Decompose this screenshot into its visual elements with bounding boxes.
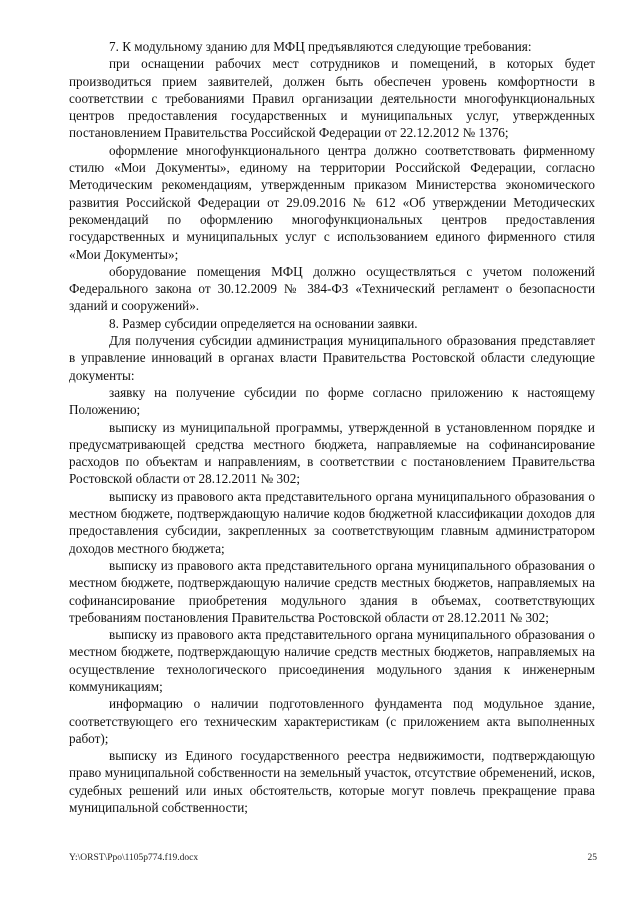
paragraph-cofinancing-funds: выписку из правового акта представительного органа муниципального образования о местном бюджете, подтверждающую наличие средств местных бюджетов, направляемых на софинансирование приобретения модульного здания в объемах, соответствующих требованиям постановления Правительства Ростовской области от 28.12.2011 № 302;: [69, 557, 595, 625]
paragraph-connection-funds: выписку из правового акта представительного органа муниципального образования о местном бюджете, подтверждающую наличие средств местных бюджетов, направляемых на осуществление технологического присоединения модульного здания к инженерным коммуникациям;: [69, 627, 595, 694]
paragraph-registry-extract: выписку из Единого государственного реестра недвижимости, подтверждающую право муниципальной собственности на земельный участок, отсутствие обременений, исков, судебных решений или иных обстоятельств, которые могут повлечь прекращение права муниципальной собственности;: [69, 748, 595, 816]
paragraph-requirements-intro: 7. К модульному зданию для МФЦ предъявляются следующие требования:: [109, 39, 532, 54]
paragraph-program-extract: выписку из муниципальной программы, утвержденной в установленном порядке и предусматривающей средства местного бюджета, направляемые на софинансирование расходов по объектам и направлениям, в соответствии с постановлением Правительства Ростовской области от 28.12.2011 № 302;: [69, 419, 595, 487]
paragraph-corporate-style: оформление многофункционального центра должно соответствовать фирменному стилю «Мои Документы», единому на территории Российской Федерации, согласно Методическим рекомендациям, утвержденным приказом Министерства экономического развития Российской Федерации от 29.09.2016 № 612 «Об утверждении Методических рекомендаций по оформлению многофункциональных центров предоставления государственных и муниципальных услуг с использованием единого фирменного стиля «Мои Документы»;: [69, 142, 595, 262]
paragraph-comfort-level: при оснащении рабочих мест сотрудников и помещений, в которых будет производиться прием заявителей, должен быть обеспечен уровень комфортности в соответствии с требованиями Правил организации деятельности многофункциональных центров предоставления государственных и муниципальных услуг, утвержденных постановлением Правительства Российской Федерации от 22.12.2012 № 1376;: [69, 56, 595, 141]
paragraph-documents-intro: Для получения субсидии администрация муниципального образования представляет в управление инноваций в органах власти Правительства Ростовской области следующие документы:: [69, 333, 595, 383]
paragraph-application: заявку на получение субсидии по форме согласно приложению к настоящему Положению;: [69, 384, 595, 418]
paragraph-budget-codes: выписку из правового акта представительного органа муниципального образования о местном бюджете, подтверждающую наличие кодов бюджетной классификации доходов для предоставления субсидии, закрепленных за соответствующим главным администратором доходов местного бюджета;: [69, 488, 595, 556]
paragraph-subsidy-amount: 8. Размер субсидии определяется на основании заявки.: [109, 315, 418, 331]
paragraph-equipment-safety: оборудование помещения МФЦ должно осуществляться с учетом положений Федерального закона от 30.12.2009 № 384-ФЗ «Технический регламент о безопасности зданий и сооружений».: [69, 263, 595, 314]
document-body: [69, 38, 595, 816]
footer-page-number: 25: [587, 853, 597, 863]
paragraph-foundation-info: информацию о наличии подготовленного фундамента под модульное здание, соответствующего его техническим характеристикам (с приложением акта выполненных работ);: [69, 696, 595, 746]
footer-file-path: Y:\ORST\Ppo\1105p774.f19.docx: [69, 853, 199, 863]
